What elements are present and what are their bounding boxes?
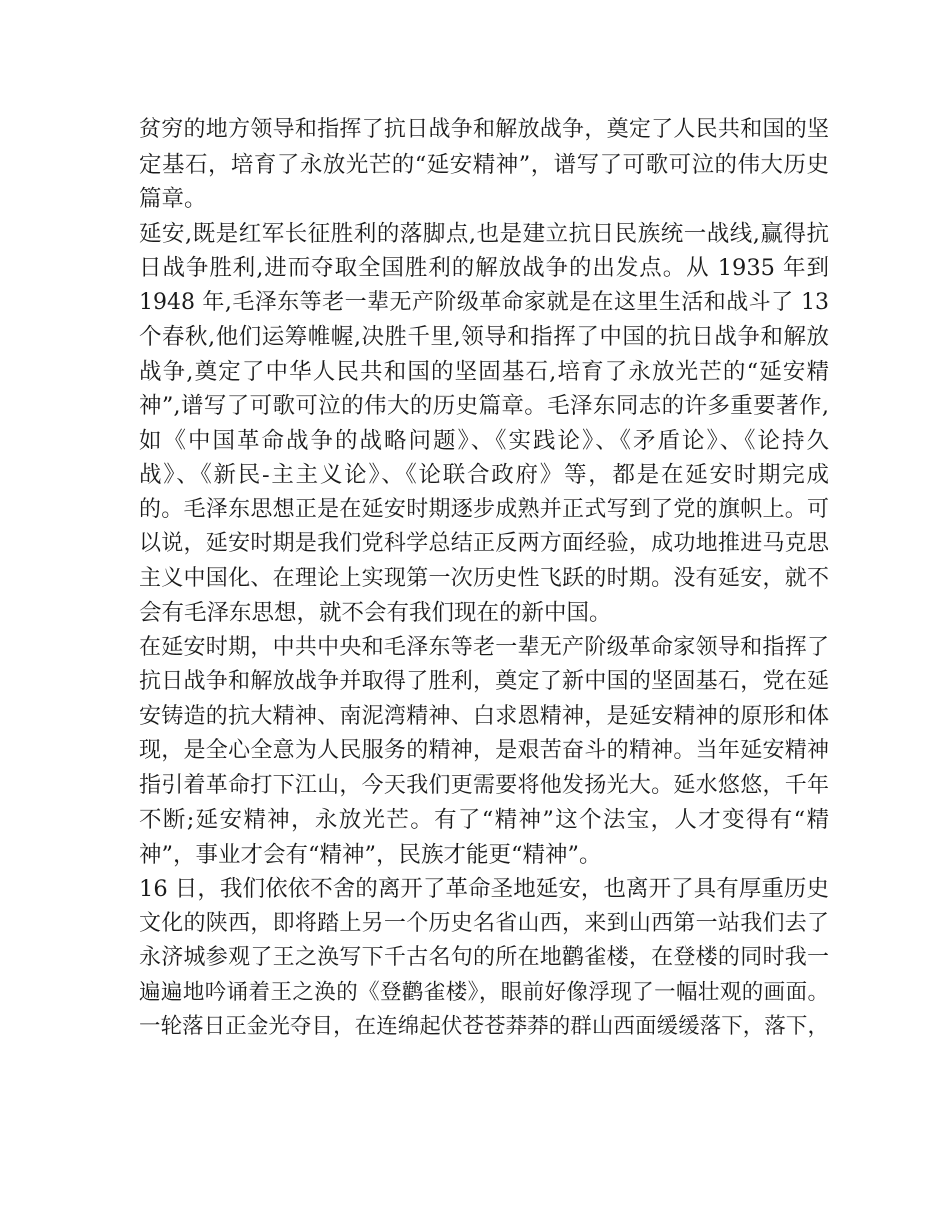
text-line: 的。毛泽东思想正是在延安时期逐步成熟并正式写到了党的旗帜上。可 [139, 496, 829, 522]
text-line: 以说，延安时期是我们党科学总结正反两方面经验，成功地推进马克思 [139, 531, 829, 556]
text-line: 不断;延安精神，永放光芒。有了“精神”这个法宝，人才变得有“精 [139, 807, 829, 833]
text-line: 遍遍地吟诵着王之涣的《登鹳雀楼》，眼前好像浮现了一幅壮观的画面。 [139, 979, 829, 1005]
text-line: 战》、《新民-主主义论》、《论联合政府》等，都是在延安时期完成 [139, 462, 829, 488]
text-line: 神”,谱写了可歌可泣的伟大的历史篇章。毛泽东同志的许多重要著作, [139, 393, 829, 419]
text-line: 抗日战争和解放战争并取得了胜利，奠定了新中国的坚固基石，党在延 [139, 669, 829, 694]
text-line: 如《中国革命战争的战略问题》、《实践论》、《矛盾论》、《论持久 [139, 427, 829, 454]
text-line: 个春秋,他们运筹帷幄,决胜千里,领导和指挥了中国的抗日战争和解放 [139, 324, 829, 350]
text-line: 一轮落日正金光夺目，在连绵起伏苍苍莽莽的群山西面缓缓落下，落下， [139, 1014, 829, 1039]
text-line: 战争,奠定了中华人民共和国的坚固基石,培育了永放光芒的“延安精 [139, 358, 829, 385]
text-line: 1948 年,毛泽东等老一辈无产阶级革命家就是在这里生活和战斗了 13 [139, 289, 829, 315]
text-line: 指引着革命打下江山，今天我们更需要将他发扬光大。延水悠悠，千年 [139, 772, 829, 798]
text-line: 日战争胜利,进而夺取全国胜利的解放战争的出发点。从 1935 年到 [139, 255, 829, 281]
text-line: 在延安时期，中共中央和毛泽东等老一辈无产阶级革命家领导和指挥了 [139, 634, 829, 660]
text-line: 文化的陕西，即将踏上另一个历史名省山西，来到山西第一站我们去了 [139, 910, 829, 936]
text-line: 神”，事业才会有“精神”，民族才能更“精神”。 [139, 841, 602, 868]
text-line: 会有毛泽东思想，就不会有我们现在的新中国。 [139, 600, 612, 626]
text-line: 篇章。 [139, 186, 207, 212]
text-line: 延安,既是红军长征胜利的落脚点,也是建立抗日民族统一战线,赢得抗 [139, 220, 829, 247]
text-line: 贫穷的地方领导和指挥了抗日战争和解放战争，奠定了人民共和国的坚 [139, 117, 829, 142]
text-line: 安铸造的抗大精神、南泥湾精神、白求恩精神，是延安精神的原形和体 [139, 703, 829, 729]
text-line: 主义中国化、在理论上实现第一次历史性飞跃的时期。没有延安，就不 [139, 565, 829, 591]
text-line: 永济城参观了王之涣写下千古名句的所在地鹳雀楼，在登楼的同时我一 [139, 945, 829, 970]
text-line: 16 日，我们依依不舍的离开了革命圣地延安，也离开了具有厚重历史 [139, 876, 829, 902]
body-text [139, 113, 829, 1045]
text-line: 定基石，培育了永放光芒的“延安精神”，谱写了可歌可泣的伟大历史 [139, 151, 829, 178]
text-line: 现，是全心全意为人民服务的精神，是艰苦奋斗的精神。当年延安精神 [139, 738, 829, 763]
